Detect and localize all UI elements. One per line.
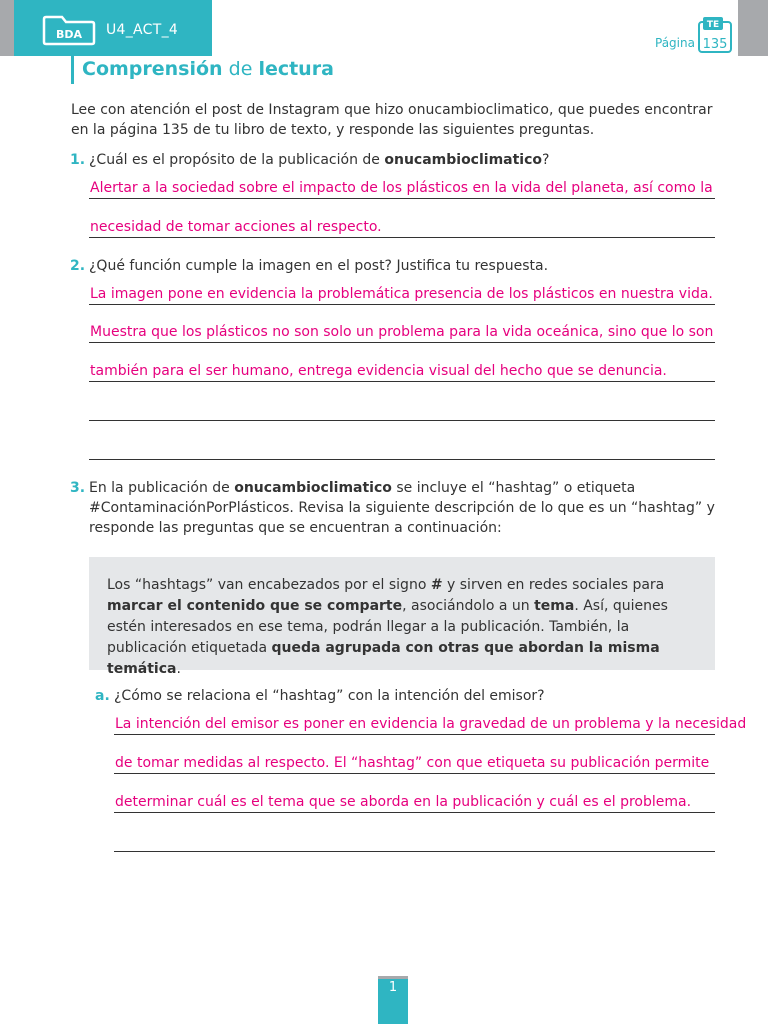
answer-text: La imagen pone en evidencia la problemática presencia de los plásticos en nuestra vida. bbox=[90, 286, 713, 302]
question-bold: onucambioclimatico bbox=[384, 152, 543, 168]
definition-bold: queda agrupada con otras que abordan la misma temática bbox=[107, 640, 660, 677]
answer-text: de tomar medidas al respecto. El “hashtag” con que etiqueta su publicación permite bbox=[115, 755, 710, 771]
definition-text: , asociándolo a un bbox=[402, 598, 535, 614]
answer-text: también para el ser humano, entrega evidencia visual del hecho que se denuncia. bbox=[90, 363, 667, 379]
question-1 bbox=[70, 150, 719, 170]
title-accent-bar bbox=[71, 56, 74, 84]
title-word-2: de bbox=[228, 58, 253, 80]
definition-text: . Así, quienes estén interesados en ese tema, podrán llegar a la publicación. También, la publicación etiquetada bbox=[107, 598, 668, 656]
page-title bbox=[82, 58, 334, 80]
question-text-end: ? bbox=[542, 152, 550, 168]
question-letter: a. bbox=[95, 688, 110, 704]
question-number: 1. bbox=[70, 152, 86, 168]
page-number-tab bbox=[378, 976, 408, 1024]
textbook-page-icon bbox=[697, 14, 733, 54]
question-text: ¿Qué función cumple la imagen en el post? Justifica tu respuesta. bbox=[89, 258, 549, 274]
bda-logo-text: BDA bbox=[55, 28, 83, 41]
definition-bold: # bbox=[430, 577, 443, 593]
question-3 bbox=[70, 478, 719, 538]
hashtag-definition-text bbox=[107, 575, 702, 680]
answer-line[interactable] bbox=[114, 827, 715, 852]
page-label: Página bbox=[655, 36, 695, 50]
hashtag-definition-box bbox=[89, 557, 715, 677]
answer-line[interactable] bbox=[114, 710, 747, 735]
answer-line[interactable] bbox=[89, 280, 715, 305]
answer-line[interactable] bbox=[114, 788, 715, 813]
page-number: 1 bbox=[388, 980, 398, 995]
definition-bold: marcar el contenido que se comparte bbox=[107, 598, 403, 614]
instructions: Lee con atención el post de Instagram que hizo onucambioclimatico, que puedes encontrar en la página 135 de tu libro de texto, y responde las siguientes preguntas. bbox=[71, 102, 713, 138]
question-2 bbox=[70, 256, 719, 276]
unit-code: U4_ACT_4 bbox=[106, 22, 179, 38]
question-number: 2. bbox=[70, 258, 86, 274]
question-number: 3. bbox=[70, 480, 86, 496]
question-3a bbox=[95, 686, 714, 706]
answer-text: La intención del emisor es poner en evidencia la gravedad de un problema y la necesidad bbox=[115, 716, 747, 732]
question-text: En la publicación de bbox=[89, 480, 235, 496]
answer-line[interactable] bbox=[89, 174, 715, 199]
header-right-edge bbox=[738, 0, 768, 56]
definition-text: . bbox=[176, 661, 181, 677]
question-text: ¿Cómo se relaciona el “hashtag” con la intención del emisor? bbox=[114, 688, 545, 704]
title-word-1: Comprensión bbox=[82, 58, 223, 80]
textbook-page-number: 135 bbox=[702, 37, 728, 52]
answer-line[interactable] bbox=[89, 357, 715, 382]
answer-line[interactable] bbox=[89, 213, 715, 238]
header-left-edge bbox=[0, 0, 14, 56]
question-bold: onucambioclimatico bbox=[234, 480, 392, 496]
textbook-badge: TE bbox=[706, 20, 720, 30]
answer-text: necesidad de tomar acciones al respecto. bbox=[90, 219, 382, 235]
title-word-3: lectura bbox=[258, 58, 334, 80]
definition-text: y sirven en redes sociales para bbox=[442, 577, 665, 593]
definition-bold: tema bbox=[534, 598, 575, 614]
page-number-tab-edge bbox=[378, 976, 408, 979]
answer-line[interactable] bbox=[89, 396, 715, 421]
question-text-end: se incluye el “hashtag” o etiqueta #ContaminaciónPorPlásticos. Revisa la siguiente descripción de lo que es un “hashtag” y responde las preguntas que se encuentran a continuación: bbox=[89, 480, 715, 536]
bda-logo bbox=[40, 14, 98, 46]
answer-text: Alertar a la sociedad sobre el impacto de los plásticos en la vida del planeta, así como la bbox=[90, 180, 713, 196]
answer-line[interactable] bbox=[89, 318, 715, 343]
definition-text: Los “hashtags” van encabezados por el signo bbox=[107, 577, 431, 593]
answer-text: determinar cuál es el tema que se aborda en la publicación y cuál es el problema. bbox=[115, 794, 692, 810]
answer-line[interactable] bbox=[89, 435, 715, 460]
question-text: ¿Cuál es el propósito de la publicación de bbox=[89, 152, 385, 168]
answer-line[interactable] bbox=[114, 749, 715, 774]
answer-text: Muestra que los plásticos no son solo un problema para la vida oceánica, sino que lo son bbox=[90, 324, 714, 340]
